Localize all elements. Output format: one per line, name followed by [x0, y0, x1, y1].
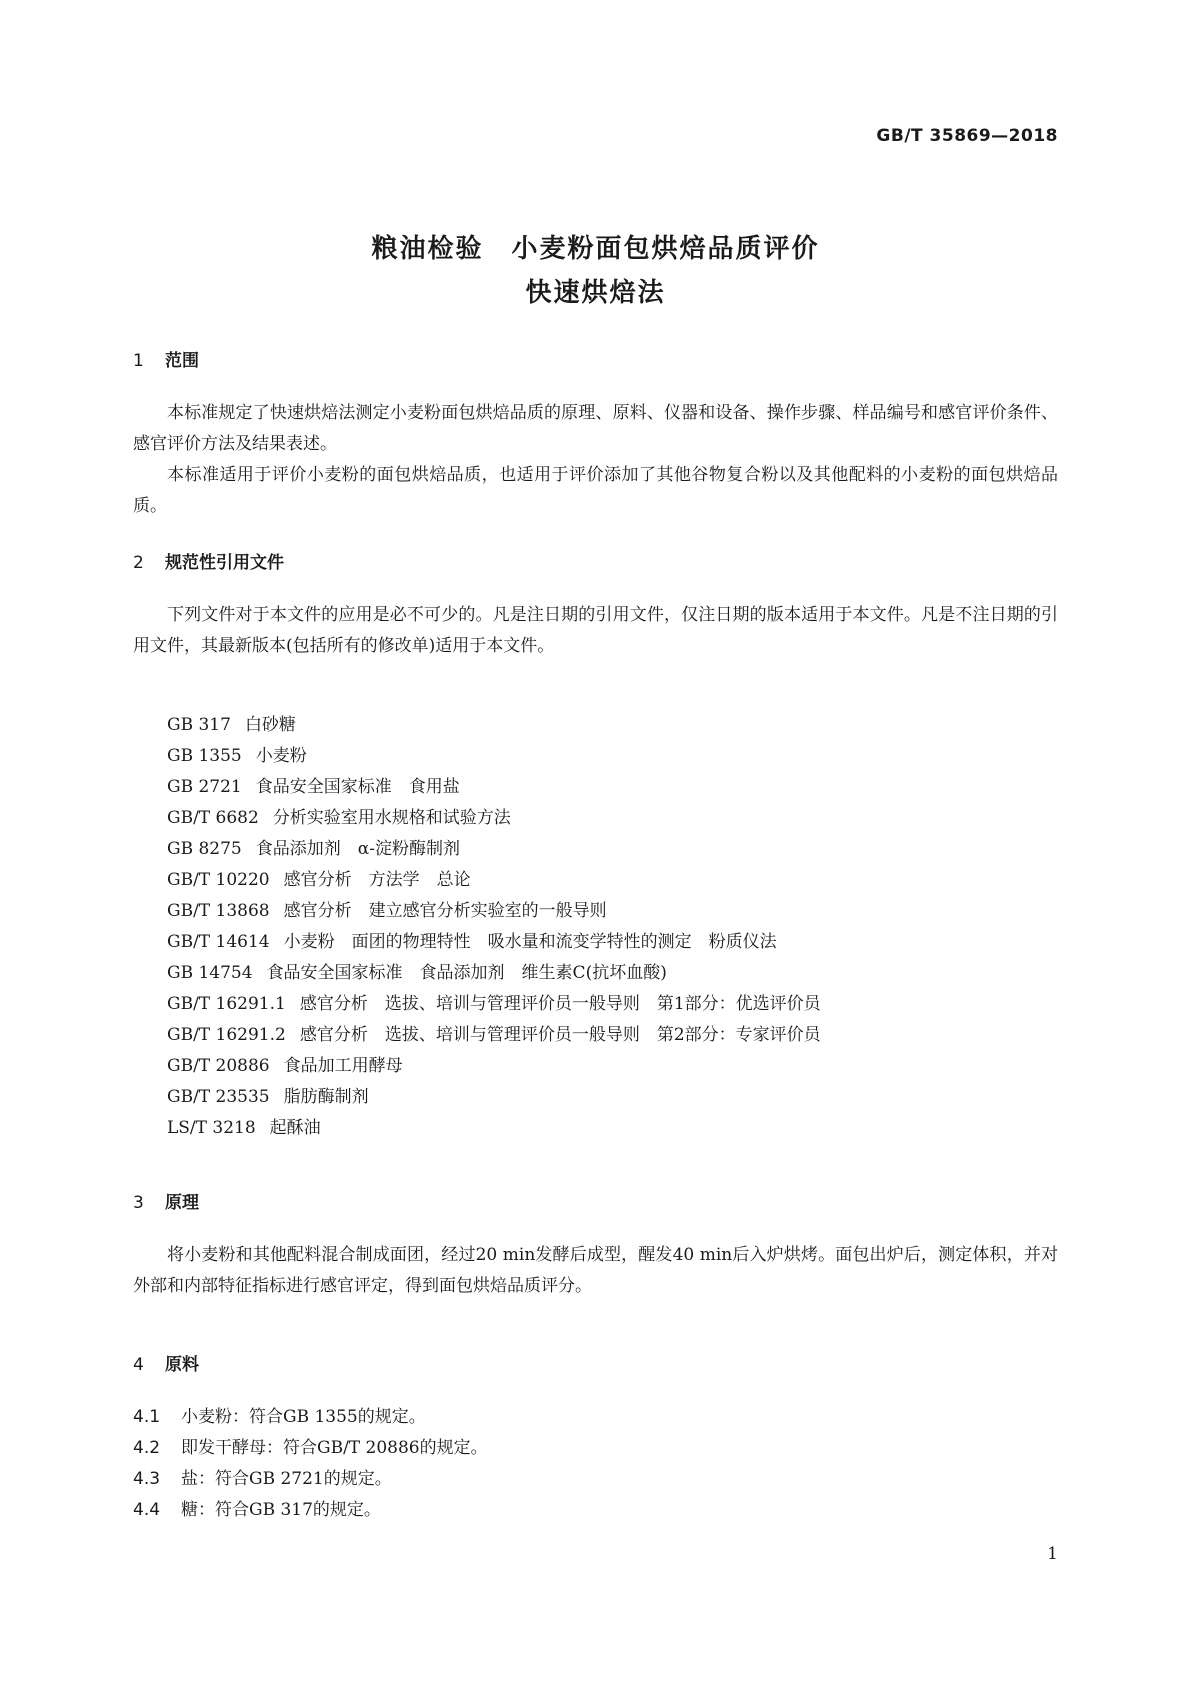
reference-item [167, 710, 821, 741]
document-title-line2: 快速烘焙法 [525, 278, 666, 308]
reference-code: GB 2721 [167, 777, 242, 797]
section-2-intro: 下列文件对于本文件的应用是必不可少的。凡是注日期的引用文件，仅注日期的版本适用于本文件。凡是不注日期的引用文件，其最新版本(包括所有的修改单)适用于本文件。 [133, 605, 1058, 656]
item-text: 盐：符合GB 2721的规定。 [181, 1469, 392, 1489]
reference-item [167, 772, 821, 803]
material-item [133, 1402, 488, 1433]
reference-code: GB 1355 [167, 746, 242, 766]
reference-title: 起酥油 [269, 1118, 321, 1138]
reference-code: GB/T 16291.1 [167, 994, 286, 1014]
reference-code: GB 8275 [167, 839, 242, 859]
reference-item [167, 834, 821, 865]
reference-code: GB/T 10220 [167, 870, 270, 890]
materials-list [133, 1402, 488, 1526]
reference-item [167, 896, 821, 927]
reference-title: 白砂糖 [244, 715, 296, 735]
item-number: 4.2 [133, 1438, 161, 1458]
reference-code: GB/T 20886 [167, 1056, 270, 1076]
section-title: 规范性引用文件 [165, 553, 284, 573]
section-title: 原理 [165, 1193, 199, 1213]
reference-title: 小麦粉 [255, 746, 307, 766]
normative-references-list [167, 710, 821, 1144]
reference-title: 感官分析 选拔、培训与管理评价员一般导则 第1部分：优选评价员 [299, 994, 821, 1014]
reference-code: GB/T 16291.2 [167, 1025, 286, 1045]
item-number: 4.1 [133, 1407, 161, 1427]
document-title-line1: 粮油检验 小麦粉面包烘焙品质评价 [371, 234, 820, 264]
reference-code: GB/T 23535 [167, 1087, 270, 1107]
section-2-heading [133, 548, 284, 573]
item-text: 糖：符合GB 317的规定。 [181, 1500, 381, 1520]
section-number: 4 [133, 1355, 144, 1375]
item-number: 4.4 [133, 1500, 161, 1520]
item-number: 4.3 [133, 1469, 161, 1489]
section-title: 范围 [165, 351, 199, 371]
standard-code: GB/T 35869—2018 [876, 126, 1058, 146]
section-1-paragraph-2: 本标准适用于评价小麦粉的面包烘焙品质，也适用于评价添加了其他谷物复合粉以及其他配料的小麦粉的面包烘焙品质。 [133, 465, 1058, 516]
section-3-heading [133, 1188, 199, 1213]
section-title: 原料 [165, 1355, 199, 1375]
material-item [133, 1495, 488, 1526]
reference-item [167, 1113, 821, 1144]
reference-code: GB/T 14614 [167, 932, 270, 952]
item-text: 小麦粉：符合GB 1355的规定。 [181, 1407, 426, 1427]
page-number: 1 [1047, 1544, 1058, 1564]
section-3-paragraph: 将小麦粉和其他配料混合制成面团，经过20 min发酵后成型，醒发40 min后入炉烘烤。面包出炉后，测定体积，并对外部和内部特征指标进行感官评定，得到面包烘焙品质评分。 [133, 1245, 1058, 1296]
section-1-heading [133, 346, 199, 371]
material-item [133, 1464, 488, 1495]
reference-title: 脂肪酶制剂 [283, 1087, 369, 1107]
reference-title: 小麦粉 面团的物理特性 吸水量和流变学特性的测定 粉质仪法 [283, 932, 777, 952]
section-1-paragraph-1: 本标准规定了快速烘焙法测定小麦粉面包烘焙品质的原理、原料、仪器和设备、操作步骤、样品编号和感官评价条件、感官评价方法及结果表述。 [133, 403, 1058, 454]
reference-title: 食品安全国家标准 食用盐 [255, 777, 460, 797]
reference-item [167, 865, 821, 896]
section-number: 3 [133, 1193, 144, 1213]
material-item [133, 1433, 488, 1464]
reference-code: GB 317 [167, 715, 231, 735]
reference-title: 食品加工用酵母 [283, 1056, 403, 1076]
reference-item [167, 1051, 821, 1082]
reference-item [167, 989, 821, 1020]
item-text: 即发干酵母：符合GB/T 20886的规定。 [181, 1438, 488, 1458]
reference-title: 分析实验室用水规格和试验方法 [272, 808, 511, 828]
section-number: 1 [133, 351, 144, 371]
reference-title: 感官分析 建立感官分析实验室的一般导则 [283, 901, 607, 921]
section-4-heading [133, 1350, 199, 1375]
reference-title: 食品添加剂 α-淀粉酶制剂 [255, 839, 460, 859]
reference-code: GB 14754 [167, 963, 253, 983]
reference-item [167, 803, 821, 834]
reference-title: 感官分析 方法学 总论 [283, 870, 471, 890]
reference-item [167, 958, 821, 989]
reference-code: GB/T 6682 [167, 808, 259, 828]
reference-item [167, 927, 821, 958]
reference-item [167, 1082, 821, 1113]
reference-item [167, 741, 821, 772]
reference-title: 感官分析 选拔、培训与管理评价员一般导则 第2部分：专家评价员 [299, 1025, 821, 1045]
reference-code: GB/T 13868 [167, 901, 270, 921]
reference-item [167, 1020, 821, 1051]
section-number: 2 [133, 553, 144, 573]
reference-code: LS/T 3218 [167, 1118, 256, 1138]
reference-title: 食品安全国家标准 食品添加剂 维生素C(抗坏血酸) [266, 963, 667, 983]
